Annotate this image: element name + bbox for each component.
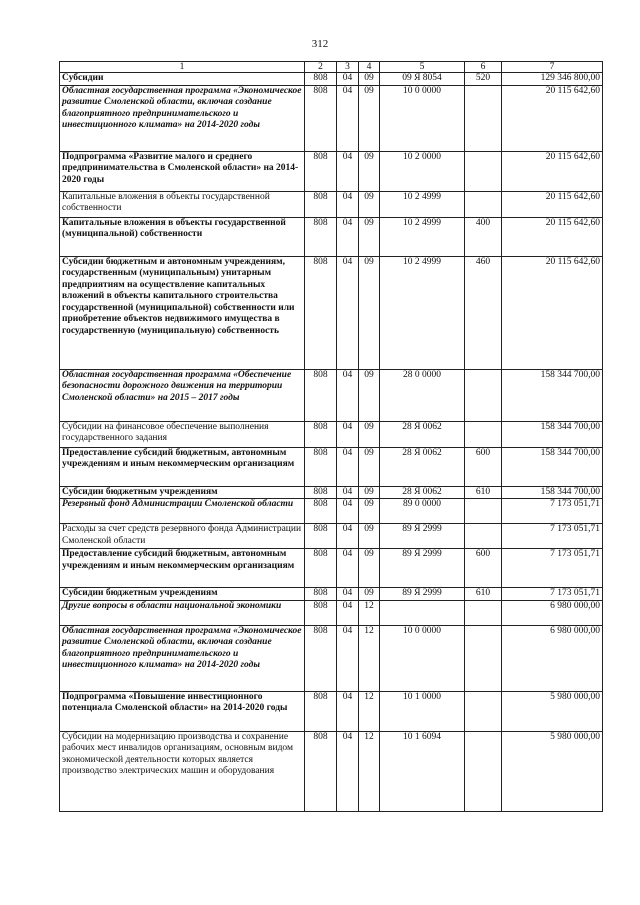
row-expense-type-code: 520: [465, 73, 502, 86]
row-admin-code: 808: [305, 421, 337, 447]
table-row: [60, 447, 603, 486]
row-expense-type-code: [465, 600, 502, 625]
row-amount: 7 173 051,71: [502, 499, 603, 524]
row-admin-code: 808: [305, 217, 337, 256]
row-section-code: 04: [337, 588, 359, 601]
row-target-code: 89 0 0000: [380, 499, 465, 524]
row-section-code: 04: [337, 691, 359, 731]
row-amount: 129 346 800,00: [502, 73, 603, 86]
row-expense-type-code: 400: [465, 217, 502, 256]
budget-table: [59, 61, 603, 812]
row-name: Областная государственная программа «Экономическое развитие Смоленской области, включая создание благоприятного предпринимательского и инвестиционного климата» на 2014-2020 годы: [60, 85, 305, 151]
table-row: [60, 588, 603, 601]
row-subsection-code: 09: [359, 191, 380, 217]
row-subsection-code: 09: [359, 486, 380, 499]
row-target-code: 10 2 4999: [380, 256, 465, 369]
row-admin-code: 808: [305, 191, 337, 217]
row-section-code: 04: [337, 151, 359, 191]
row-section-code: 04: [337, 499, 359, 524]
row-section-code: 04: [337, 85, 359, 151]
row-admin-code: 808: [305, 369, 337, 421]
row-target-code: 10 2 0000: [380, 151, 465, 191]
table-row: [60, 217, 603, 256]
row-name: Резервный фонд Администрации Смоленской области: [60, 499, 305, 524]
row-name: Подпрограмма «Повышение инвестиционного потенциала Смоленской области» на 2014-2020 годы: [60, 691, 305, 731]
row-subsection-code: 09: [359, 151, 380, 191]
table-row: [60, 549, 603, 588]
row-subsection-code: 12: [359, 625, 380, 691]
row-admin-code: 808: [305, 151, 337, 191]
row-expense-type-code: [465, 691, 502, 731]
row-amount: 158 344 700,00: [502, 369, 603, 421]
row-section-code: 04: [337, 217, 359, 256]
row-subsection-code: 09: [359, 421, 380, 447]
row-target-code: 09 Я 8054: [380, 73, 465, 86]
col-header-5: 5: [380, 62, 465, 73]
row-section-code: 04: [337, 73, 359, 86]
table-row: [60, 625, 603, 691]
row-section-code: 04: [337, 524, 359, 549]
row-target-code: 89 Я 2999: [380, 549, 465, 588]
row-admin-code: 808: [305, 447, 337, 486]
row-amount: 158 344 700,00: [502, 447, 603, 486]
row-subsection-code: 09: [359, 73, 380, 86]
table-row: [60, 524, 603, 549]
row-admin-code: 808: [305, 256, 337, 369]
row-section-code: 04: [337, 600, 359, 625]
row-amount: 20 115 642,60: [502, 217, 603, 256]
page-number: 312: [311, 38, 329, 50]
row-admin-code: 808: [305, 691, 337, 731]
row-amount: 5 980 000,00: [502, 731, 603, 811]
row-amount: 20 115 642,60: [502, 151, 603, 191]
row-section-code: 04: [337, 421, 359, 447]
table-row: [60, 600, 603, 625]
row-expense-type-code: 600: [465, 447, 502, 486]
row-section-code: 04: [337, 625, 359, 691]
row-target-code: 28 Я 0062: [380, 486, 465, 499]
table-row: [60, 691, 603, 731]
row-expense-type-code: 610: [465, 486, 502, 499]
row-target-code: 10 0 0000: [380, 85, 465, 151]
row-name: Капитальные вложения в объекты государственной собственности: [60, 191, 305, 217]
col-header-6: 6: [465, 62, 502, 73]
row-amount: 20 115 642,60: [502, 256, 603, 369]
table-row: [60, 499, 603, 524]
row-subsection-code: 09: [359, 524, 380, 549]
col-header-7: 7: [502, 62, 603, 73]
row-amount: 6 980 000,00: [502, 600, 603, 625]
row-subsection-code: 09: [359, 85, 380, 151]
row-amount: 20 115 642,60: [502, 191, 603, 217]
row-amount: 158 344 700,00: [502, 486, 603, 499]
row-expense-type-code: 600: [465, 549, 502, 588]
row-admin-code: 808: [305, 85, 337, 151]
row-subsection-code: 12: [359, 731, 380, 811]
row-admin-code: 808: [305, 524, 337, 549]
row-expense-type-code: [465, 421, 502, 447]
row-expense-type-code: [465, 85, 502, 151]
row-section-code: 04: [337, 731, 359, 811]
row-section-code: 04: [337, 549, 359, 588]
row-admin-code: 808: [305, 600, 337, 625]
row-name: Расходы за счет средств резервного фонда Администрации Смоленской области: [60, 524, 305, 549]
row-target-code: 10 2 4999: [380, 191, 465, 217]
row-admin-code: 808: [305, 731, 337, 811]
row-section-code: 04: [337, 486, 359, 499]
row-name: Субсидии бюджетным учреждениям: [60, 486, 305, 499]
row-expense-type-code: 610: [465, 588, 502, 601]
row-target-code: [380, 600, 465, 625]
table-row: [60, 421, 603, 447]
table-row: [60, 191, 603, 217]
row-target-code: 28 0 0000: [380, 369, 465, 421]
row-admin-code: 808: [305, 73, 337, 86]
row-name: Областная государственная программа «Экономическое развитие Смоленской области, включая создание благоприятного предпринимательского и инвестиционного климата» на 2014-2020 годы: [60, 625, 305, 691]
row-section-code: 04: [337, 256, 359, 369]
row-admin-code: 808: [305, 625, 337, 691]
row-name: Субсидии бюджетным и автономным учреждениям, государственным (муниципальным) унитарным предприятиям на осуществление капитальных вложений в объекты капитального строительства государственной (муниципальной) собственности или приобретение объектов недвижимого имущества в государственную (муниципальную) собственность: [60, 256, 305, 369]
row-name: Субсидии на финансовое обеспечение выполнения государственного задания: [60, 421, 305, 447]
row-section-code: 04: [337, 369, 359, 421]
row-expense-type-code: [465, 524, 502, 549]
row-name: Подпрограмма «Развитие малого и среднего предпринимательства в Смоленской области» на 2014-2020 годы: [60, 151, 305, 191]
row-expense-type-code: [465, 151, 502, 191]
header-row: [60, 62, 603, 73]
row-admin-code: 808: [305, 588, 337, 601]
row-name: Областная государственная программа «Обеспечение безопасности дорожного движения на территории Смоленской области» на 2015 – 2017 годы: [60, 369, 305, 421]
row-subsection-code: 12: [359, 600, 380, 625]
row-target-code: 89 Я 2999: [380, 588, 465, 601]
row-section-code: 04: [337, 447, 359, 486]
row-expense-type-code: [465, 731, 502, 811]
row-expense-type-code: [465, 499, 502, 524]
row-name: Предоставление субсидий бюджетным, автономным учреждениям и иным некоммерческим организациям: [60, 549, 305, 588]
row-subsection-code: 09: [359, 588, 380, 601]
row-admin-code: 808: [305, 486, 337, 499]
table-row: [60, 256, 603, 369]
row-target-code: 10 1 0000: [380, 691, 465, 731]
row-section-code: 04: [337, 191, 359, 217]
row-amount: 6 980 000,00: [502, 625, 603, 691]
row-amount: 5 980 000,00: [502, 691, 603, 731]
table-row: [60, 731, 603, 811]
row-admin-code: 808: [305, 499, 337, 524]
row-subsection-code: 09: [359, 499, 380, 524]
row-subsection-code: 09: [359, 549, 380, 588]
row-target-code: 28 Я 0062: [380, 447, 465, 486]
row-amount: 7 173 051,71: [502, 588, 603, 601]
col-header-3: 3: [337, 62, 359, 73]
row-target-code: 10 0 0000: [380, 625, 465, 691]
row-subsection-code: 12: [359, 691, 380, 731]
row-amount: 7 173 051,71: [502, 549, 603, 588]
table-row: [60, 486, 603, 499]
row-amount: 7 173 051,71: [502, 524, 603, 549]
row-subsection-code: 09: [359, 447, 380, 486]
row-expense-type-code: [465, 625, 502, 691]
table-row: [60, 85, 603, 151]
row-expense-type-code: [465, 369, 502, 421]
col-header-1: 1: [60, 62, 305, 73]
table-row: [60, 369, 603, 421]
row-subsection-code: 09: [359, 217, 380, 256]
table-row: [60, 151, 603, 191]
row-amount: 20 115 642,60: [502, 85, 603, 151]
col-header-2: 2: [305, 62, 337, 73]
row-name: Субсидии на модернизацию производства и сохранение рабочих мест инвалидов организациям, основным видом экономической деятельности которых является производство электрических машин и оборудования: [60, 731, 305, 811]
row-target-code: 10 1 6094: [380, 731, 465, 811]
row-name: Субсидии бюджетным учреждениям: [60, 588, 305, 601]
row-target-code: 10 2 4999: [380, 217, 465, 256]
row-name: Другие вопросы в области национальной экономики: [60, 600, 305, 625]
row-subsection-code: 09: [359, 369, 380, 421]
row-admin-code: 808: [305, 549, 337, 588]
table-row: [60, 73, 603, 86]
row-subsection-code: 09: [359, 256, 380, 369]
row-name: Субсидии: [60, 73, 305, 86]
row-name: Капитальные вложения в объекты государственной (муниципальной) собственности: [60, 217, 305, 256]
row-target-code: 28 Я 0062: [380, 421, 465, 447]
row-target-code: 89 Я 2999: [380, 524, 465, 549]
row-expense-type-code: 460: [465, 256, 502, 369]
row-name: Предоставление субсидий бюджетным, автономным учреждениям и иным некоммерческим организациям: [60, 447, 305, 486]
row-expense-type-code: [465, 191, 502, 217]
row-amount: 158 344 700,00: [502, 421, 603, 447]
col-header-4: 4: [359, 62, 380, 73]
